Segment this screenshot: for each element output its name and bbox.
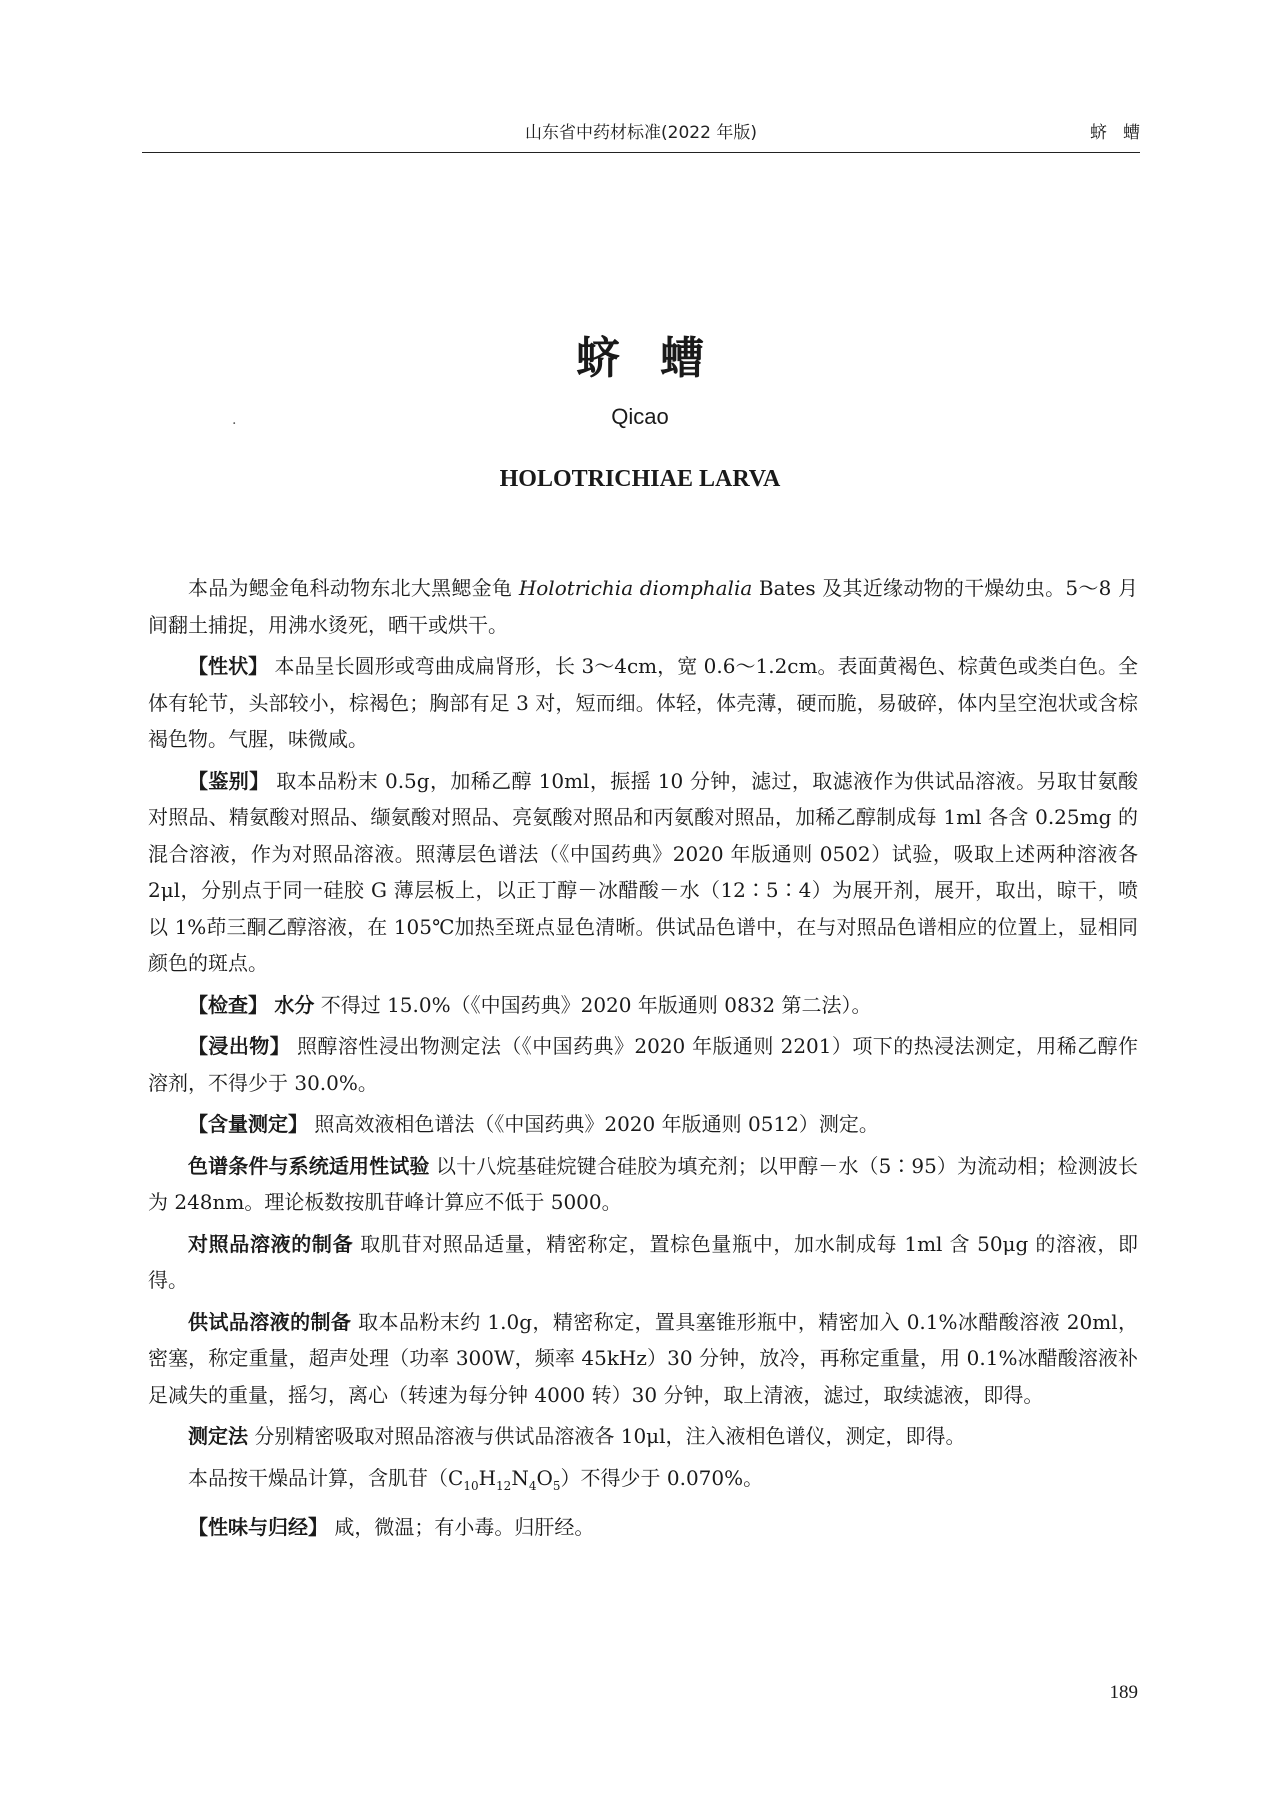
content-requirement: 本品按干燥品计算，含肌苷$(C_{10}H_{12}N_4O_5)$不得少于 0.070%。 (188, 1465, 764, 1493)
section-label: 【鉴别】 (188, 768, 270, 793)
section-label: 【性状】 (188, 654, 269, 678)
pinyin-name: Qicao (611, 404, 669, 429)
subsection-label: 测定法 (188, 1424, 248, 1448)
section-label: 【检查】 (188, 992, 268, 1017)
page-number: 189 (1109, 1682, 1138, 1703)
subsection-gongshi: 供试品溶液的制备 取本品粉末约 1.0g，精密称定，置具塞锥形瓶中，精密加入 0.1%冰醋酸溶液 20ml，密塞，称定重量，超声处理（功率 300W，频率 45kHz）30 分钟，放冷，再称定重量，用 0.1%冰醋酸溶液补足减失的重量，摇匀，离心（转速为每分钟 4000 转）30 分钟，取上清液，滤过，取续滤液，即得。 (148, 1309, 1139, 1407)
latin-name: HOLOTRICHIAE LARVA (499, 466, 781, 492)
subsection-sepu: 色谱条件与系统适用性试验 以十八烷基硅烷键合硅胶为填充剂；以甲醇－水（5∶95）为流动相；检测波长为 248nm。理论板数按肌苷峰计算应不低于 5000。 (148, 1153, 1139, 1214)
subsection-label: 对照品溶液的制备 (188, 1231, 354, 1256)
subsection-label: 水分 (274, 992, 315, 1017)
species-name: Holotrichia diomphalia (518, 576, 753, 600)
subsection-cedingfa: 测定法 分别精密吸取对照品溶液与供试品溶液各 10μl，注入液相色谱仪，测定，即得。 (188, 1424, 966, 1448)
section-label: 【性味与归经】 (188, 1515, 328, 1539)
section-xingzhuang: 【性状】 本品呈长圆形或弯曲成扁肾形，长 3～4cm，宽 0.6～1.2cm。表面黄褐色、棕黄色或类白色。全体有轮节，头部较小，棕褐色；胸部有足 3 对，短而细。体轻，体壳薄，硬而脆，易破碎，体内呈空泡状或含棕褐色物。气腥，味微咸。 (148, 654, 1139, 751)
running-header (142, 112, 1156, 153)
monograph-title: 蛴螬 (576, 333, 744, 384)
section-xingwei: 【性味与归经】 咸，微温；有小毒。归肝经。 (188, 1515, 595, 1539)
stray-dot: . (232, 412, 237, 428)
book-title: 山东省中药材标准(2022 年版) (525, 123, 757, 143)
subsection-duizhao: 对照品溶液的制备 取肌苷对照品适量，精密称定，置棕色量瓶中，加水制成每 1ml 含 50μg 的溶液，即得。 (148, 1231, 1138, 1292)
section-label: 【含量测定】 (188, 1112, 308, 1136)
section-jianbie: 【鉴别】 取本品粉末 0.5g，加稀乙醇 10ml，振摇 10 分钟，滤过，取滤液作为供试品溶液。另取甘氨酸对照品、精氨酸对照品、缬氨酸对照品、亮氨酸对照品和丙氨酸对照品，加稀乙醇制成每 1ml 各含 0.25mg 的混合溶液，作为对照品溶液。照薄层色谱法（《中国药典》2020 年版通则 0502）试验，吸取上述两种溶液各 2μl，分别点于同一硅胶 G 薄层板上，以正丁醇－冰醋酸－水（12∶5∶4）为展开剂，展开，取出，晾干，喷以 1%茚三酮乙醇溶液，在 105℃加热至斑点显色清晰。供试品色谱中，在与对照品色谱相应的位置上，显相同颜色的斑点。 (148, 768, 1138, 975)
section-jinchuwu: 【浸出物】 照醇溶性浸出物测定法（《中国药典》2020 年版通则 2201）项下的热浸法测定，用稀乙醇作溶剂，不得少于 30.0%。 (148, 1034, 1139, 1095)
subsection-label: 供试品溶液的制备 (188, 1309, 352, 1334)
section-label: 【浸出物】 (188, 1034, 291, 1058)
section-hanliang: 【含量测定】 照高效液相色谱法（《中国药典》2020 年版通则 0512）测定。 (188, 1112, 879, 1136)
section-jiancha: 【检查】 水分 不得过 15.0%（《中国药典》2020 年版通则 0832 第二法）。 (188, 992, 872, 1017)
subsection-label: 色谱条件与系统适用性试验 (188, 1153, 430, 1178)
monograph-body (148, 570, 1138, 1551)
intro-paragraph: 本品为鳃金龟科动物东北大黑鳃金龟 Holotrichia diomphalia Bates 及其近缘动物的干燥幼虫。5～8 月间翻土捕捉，用沸水烫死，晒干或烘干。 (148, 576, 1139, 637)
header-drug-name: 蛴螬 (1090, 123, 1156, 143)
